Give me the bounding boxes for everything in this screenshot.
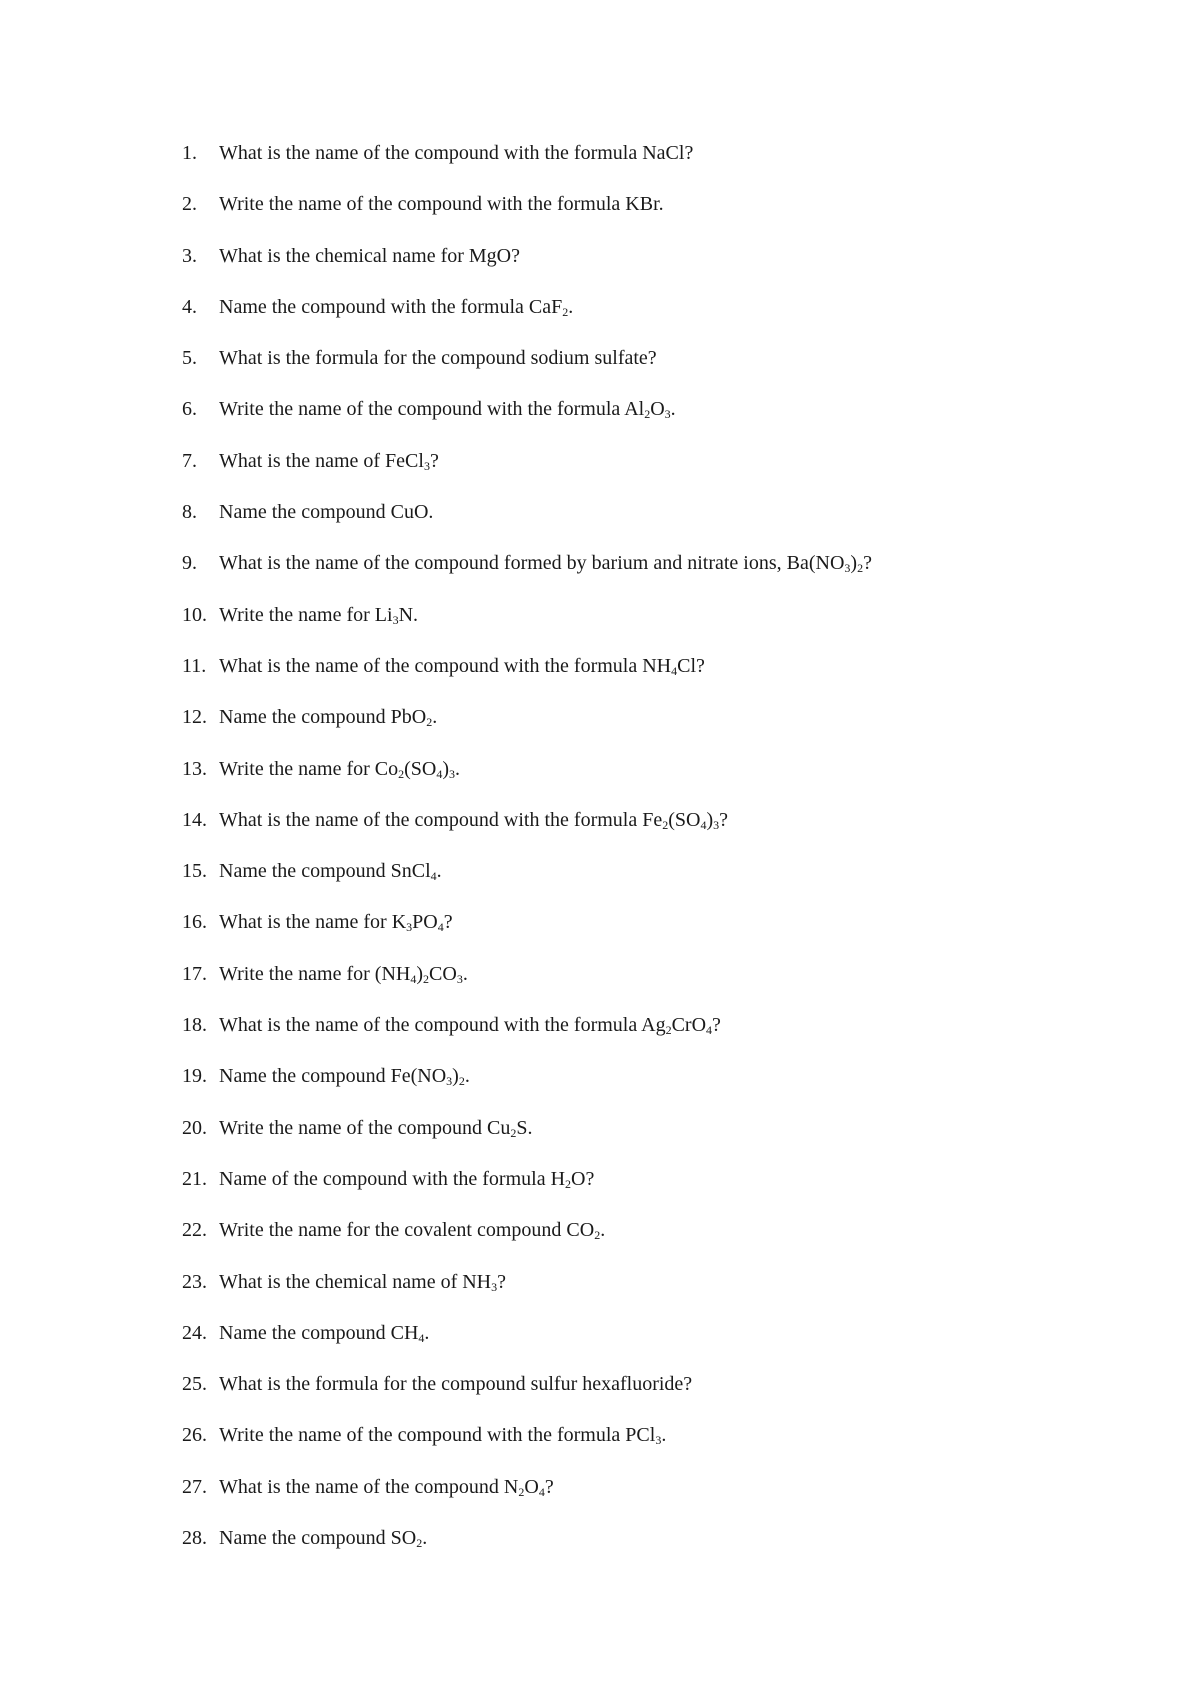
question-number: 3. bbox=[182, 244, 197, 267]
question-text bbox=[219, 859, 442, 883]
text-segment: O bbox=[650, 398, 665, 421]
question-text bbox=[219, 654, 705, 678]
question-number: 1. bbox=[182, 142, 197, 164]
subscript: 3 bbox=[449, 766, 456, 781]
question-number: 25. bbox=[182, 1373, 207, 1396]
question-text bbox=[219, 551, 872, 575]
question-item bbox=[0, 1167, 1200, 1218]
text-segment: ? bbox=[443, 911, 453, 934]
question-text bbox=[219, 1064, 470, 1088]
question-text bbox=[219, 1321, 429, 1345]
text-segment: . bbox=[455, 757, 461, 780]
text-segment: What is the name of the compound with the formula Fe bbox=[219, 808, 663, 831]
text-segment: What is the name of the compound with the formula NaCl? bbox=[219, 142, 694, 164]
text-segment: ? bbox=[497, 1270, 507, 1293]
question-text bbox=[219, 910, 453, 934]
text-segment: (SO bbox=[404, 757, 437, 780]
question-number: 2. bbox=[182, 193, 197, 216]
question-text bbox=[219, 1270, 506, 1294]
subscript: 3 bbox=[423, 458, 430, 473]
question-item bbox=[0, 141, 1200, 192]
subscript: 4 bbox=[418, 1330, 425, 1345]
question-text bbox=[219, 1218, 605, 1242]
question-text bbox=[219, 500, 433, 524]
subscript: 3 bbox=[456, 971, 463, 986]
question-item bbox=[0, 962, 1200, 1013]
question-number: 6. bbox=[182, 398, 197, 421]
question-item bbox=[0, 1423, 1200, 1474]
subscript: 2 bbox=[510, 1125, 517, 1140]
subscript: 2 bbox=[665, 1023, 672, 1038]
question-text bbox=[219, 192, 664, 216]
question-number: 28. bbox=[182, 1527, 207, 1550]
question-item bbox=[0, 551, 1200, 602]
text-segment: What is the name of the compound with the formula NH bbox=[219, 654, 672, 677]
question-number: 5. bbox=[182, 347, 197, 370]
text-segment: Write the name of the compound with the formula PCl bbox=[219, 1424, 656, 1447]
question-item bbox=[0, 1218, 1200, 1269]
question-item bbox=[0, 859, 1200, 910]
subscript: 3 bbox=[844, 561, 851, 576]
question-item bbox=[0, 808, 1200, 859]
question-list bbox=[0, 141, 1200, 1577]
text-segment: . bbox=[432, 706, 438, 729]
text-segment: . bbox=[661, 1424, 667, 1447]
subscript: 4 bbox=[706, 1023, 713, 1038]
question-text bbox=[219, 1116, 532, 1140]
text-segment: Write the name for Li bbox=[219, 603, 393, 626]
question-text bbox=[219, 603, 418, 627]
text-segment: . bbox=[462, 962, 468, 985]
question-number: 26. bbox=[182, 1424, 207, 1447]
subscript: 3 bbox=[664, 407, 671, 422]
text-segment: N. bbox=[398, 603, 419, 626]
question-number: 23. bbox=[182, 1270, 207, 1293]
text-segment: Write the name for the covalent compound CO bbox=[219, 1219, 595, 1242]
question-number: 13. bbox=[182, 757, 207, 780]
text-segment: Name the compound with the formula CaF bbox=[219, 295, 563, 318]
question-item bbox=[0, 244, 1200, 295]
question-item bbox=[0, 397, 1200, 448]
text-segment: Cl? bbox=[677, 654, 705, 677]
text-segment: O bbox=[524, 1475, 539, 1498]
text-segment: ) bbox=[706, 808, 714, 831]
question-number: 11. bbox=[182, 654, 207, 677]
text-segment: ) bbox=[416, 962, 424, 985]
subscript: 4 bbox=[671, 663, 678, 678]
subscript: 2 bbox=[416, 1536, 423, 1551]
question-number: 12. bbox=[182, 706, 207, 729]
question-text bbox=[219, 1372, 692, 1396]
subscript: 3 bbox=[491, 1279, 498, 1294]
question-item bbox=[0, 1270, 1200, 1321]
subscript: 4 bbox=[538, 1484, 545, 1499]
text-segment: . bbox=[436, 860, 442, 883]
text-segment: PO bbox=[412, 911, 438, 934]
text-segment: Write the name of the compound with the formula KBr. bbox=[219, 193, 664, 216]
question-text bbox=[219, 1423, 666, 1447]
subscript: 3 bbox=[392, 612, 399, 627]
text-segment: Write the name for (NH bbox=[219, 962, 411, 985]
question-text bbox=[219, 449, 439, 473]
subscript: 2 bbox=[458, 1074, 465, 1089]
question-item bbox=[0, 1116, 1200, 1167]
question-text bbox=[219, 1526, 427, 1550]
text-segment: What is the formula for the compound sulfur hexafluoride? bbox=[219, 1373, 693, 1396]
text-segment: ? bbox=[429, 449, 439, 472]
question-item bbox=[0, 1321, 1200, 1372]
question-text bbox=[219, 757, 460, 781]
subscript: 2 bbox=[398, 766, 405, 781]
question-item bbox=[0, 1372, 1200, 1423]
question-item bbox=[0, 346, 1200, 397]
question-text bbox=[219, 295, 573, 319]
text-segment: ? bbox=[544, 1475, 554, 1498]
question-item bbox=[0, 705, 1200, 756]
text-segment: ) bbox=[442, 757, 450, 780]
text-segment: . bbox=[600, 1219, 606, 1242]
subscript: 3 bbox=[713, 817, 720, 832]
text-segment: CrO bbox=[671, 1014, 707, 1037]
text-segment: ? bbox=[863, 552, 872, 575]
text-segment: Name of the compound with the formula H bbox=[219, 1167, 566, 1190]
question-number: 15. bbox=[182, 860, 207, 883]
text-segment: What is the name for K bbox=[219, 911, 407, 934]
question-item bbox=[0, 654, 1200, 705]
question-text bbox=[219, 141, 693, 165]
subscript: 4 bbox=[700, 817, 707, 832]
text-segment: Name the compound SnCl bbox=[219, 860, 431, 883]
question-item bbox=[0, 192, 1200, 243]
text-segment: Write the name of the compound Cu bbox=[219, 1116, 511, 1139]
text-segment: ? bbox=[719, 808, 729, 831]
text-segment: What is the chemical name for MgO? bbox=[219, 244, 520, 267]
question-text bbox=[219, 1475, 554, 1499]
subscript: 4 bbox=[430, 869, 437, 884]
subscript: 2 bbox=[857, 561, 864, 576]
text-segment: ) bbox=[850, 552, 858, 575]
question-text bbox=[219, 962, 468, 986]
subscript: 2 bbox=[662, 817, 669, 832]
subscript: 2 bbox=[423, 971, 430, 986]
text-segment: . bbox=[422, 1527, 428, 1550]
subscript: 2 bbox=[426, 715, 433, 730]
text-segment: . bbox=[670, 398, 676, 421]
text-segment: CO bbox=[429, 962, 457, 985]
subscript: 4 bbox=[410, 971, 417, 986]
text-segment: What is the chemical name of NH bbox=[219, 1270, 492, 1293]
question-number: 21. bbox=[182, 1167, 207, 1190]
text-segment: Write the name for Co bbox=[219, 757, 399, 780]
question-number: 14. bbox=[182, 808, 207, 831]
question-text bbox=[219, 705, 437, 729]
question-item bbox=[0, 1064, 1200, 1115]
subscript: 2 bbox=[644, 407, 651, 422]
text-segment: Name the compound CH bbox=[219, 1321, 419, 1344]
question-text bbox=[219, 346, 657, 370]
question-item bbox=[0, 1526, 1200, 1577]
subscript: 3 bbox=[406, 920, 413, 935]
question-item bbox=[0, 1475, 1200, 1526]
question-number: 17. bbox=[182, 962, 207, 985]
text-segment: What is the name of the compound formed by barium and nitrate ions, Ba(NO bbox=[219, 552, 845, 575]
question-number: 22. bbox=[182, 1219, 207, 1242]
question-number: 8. bbox=[182, 501, 197, 524]
question-number: 16. bbox=[182, 911, 207, 934]
subscript: 2 bbox=[562, 304, 569, 319]
text-segment: Name the compound CuO. bbox=[219, 501, 434, 524]
text-segment: What is the name of the compound N bbox=[219, 1475, 519, 1498]
question-number: 18. bbox=[182, 1014, 207, 1037]
subscript: 4 bbox=[437, 920, 444, 935]
question-text bbox=[219, 397, 676, 421]
subscript: 4 bbox=[436, 766, 443, 781]
question-item bbox=[0, 757, 1200, 808]
question-item bbox=[0, 449, 1200, 500]
text-segment: Name the compound Fe(NO bbox=[219, 1065, 447, 1088]
question-item bbox=[0, 1013, 1200, 1064]
text-segment: ? bbox=[712, 1014, 721, 1037]
question-item bbox=[0, 295, 1200, 346]
question-number: 7. bbox=[182, 449, 197, 472]
text-segment: What is the formula for the compound sodium sulfate? bbox=[219, 347, 657, 370]
subscript: 2 bbox=[594, 1228, 601, 1243]
question-text bbox=[219, 1013, 721, 1037]
text-segment: . bbox=[568, 295, 574, 318]
text-segment: O? bbox=[571, 1167, 595, 1190]
question-text bbox=[219, 1167, 594, 1191]
text-segment: ) bbox=[452, 1065, 459, 1088]
subscript: 2 bbox=[518, 1484, 525, 1499]
question-number: 19. bbox=[182, 1065, 207, 1088]
text-segment: What is the name of FeCl bbox=[219, 449, 424, 472]
question-number: 10. bbox=[182, 603, 207, 626]
text-segment: . bbox=[464, 1065, 470, 1088]
text-segment: . bbox=[424, 1321, 430, 1344]
question-item bbox=[0, 910, 1200, 961]
question-number: 27. bbox=[182, 1475, 207, 1498]
question-item bbox=[0, 500, 1200, 551]
subscript: 2 bbox=[565, 1176, 572, 1191]
question-text bbox=[219, 244, 520, 268]
text-segment: What is the name of the compound with the formula Ag bbox=[219, 1014, 666, 1037]
text-segment: (SO bbox=[668, 808, 701, 831]
subscript: 3 bbox=[655, 1433, 662, 1448]
question-text bbox=[219, 808, 728, 832]
subscript: 3 bbox=[446, 1074, 453, 1089]
question-number: 24. bbox=[182, 1321, 207, 1344]
text-segment: Name the compound PbO bbox=[219, 706, 427, 729]
question-number: 4. bbox=[182, 295, 197, 318]
question-item bbox=[0, 603, 1200, 654]
question-number: 9. bbox=[182, 552, 197, 575]
text-segment: Write the name of the compound with the formula Al bbox=[219, 398, 645, 421]
question-number: 20. bbox=[182, 1116, 207, 1139]
text-segment: Name the compound SO bbox=[219, 1527, 417, 1550]
text-segment: S. bbox=[516, 1116, 533, 1139]
